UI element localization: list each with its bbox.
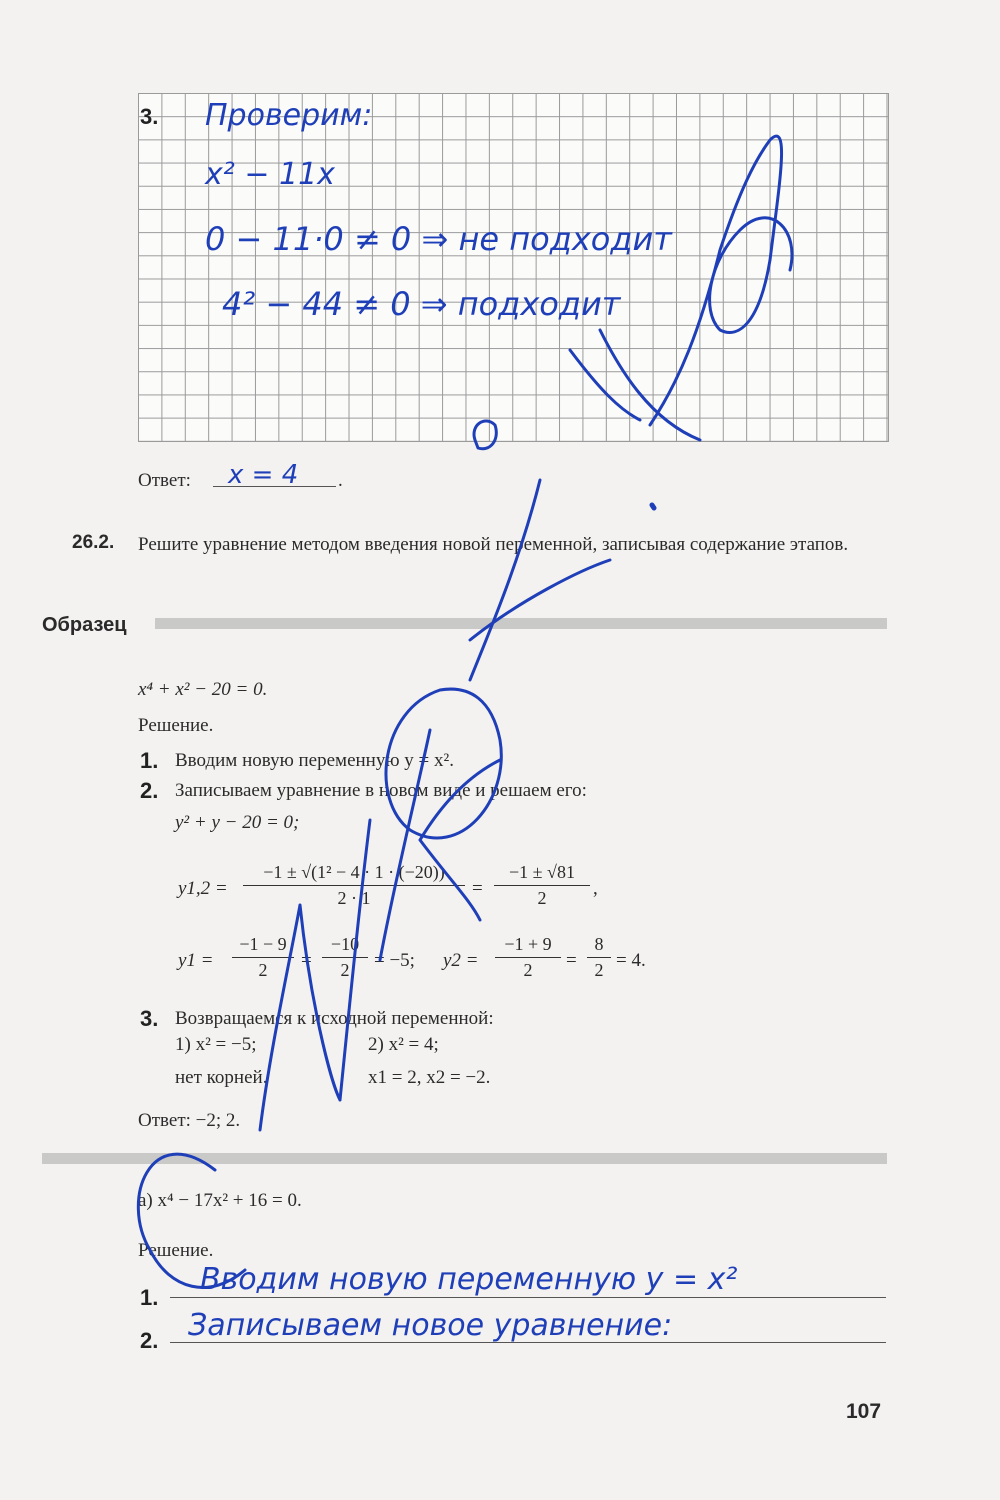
sample-equation: x⁴ + x² − 20 = 0. bbox=[138, 679, 268, 700]
part-a-step-2-number: 2. bbox=[140, 1328, 159, 1353]
y12-lhs: y1,2 = bbox=[178, 878, 228, 899]
y2-fraction-2-numerator: 8 bbox=[594, 934, 604, 954]
y2-fraction-2-denominator: 2 bbox=[594, 960, 604, 980]
y2-fraction-2 bbox=[587, 934, 611, 981]
handwritten-check-title: Проверим: bbox=[205, 98, 373, 133]
y12-fraction-2-denominator: 2 bbox=[537, 888, 547, 908]
y12-fraction-2 bbox=[494, 862, 590, 909]
y12-fraction-2-numerator: −1 ± √81 bbox=[509, 862, 575, 882]
handwritten-answer: x = 4 bbox=[228, 460, 299, 490]
page-number: 107 bbox=[846, 1400, 882, 1423]
y12-equals: = bbox=[472, 878, 483, 899]
y1-lhs: y1 = bbox=[178, 950, 214, 971]
y1-fraction-1 bbox=[232, 934, 294, 981]
sample-title: Образец bbox=[42, 614, 127, 636]
y2-fraction-1-numerator: −1 + 9 bbox=[504, 934, 552, 954]
part-a-step-1-number: 1. bbox=[140, 1285, 159, 1310]
y1-fraction-2 bbox=[322, 934, 368, 981]
grid-answer-area bbox=[138, 93, 889, 442]
y12-fraction-1-denominator: 2 · 1 bbox=[337, 888, 371, 908]
y2-lhs: y2 = bbox=[443, 950, 479, 971]
part-a-equation: а) x⁴ − 17x² + 16 = 0. bbox=[138, 1190, 302, 1211]
y2-fraction-1 bbox=[495, 934, 561, 981]
answer-end: . bbox=[338, 470, 343, 491]
y2-result: = 4. bbox=[616, 950, 646, 971]
y1-result: = −5; bbox=[374, 950, 415, 971]
sample-new-equation: y² + y − 20 = 0; bbox=[175, 812, 300, 833]
overlay-stroke-1 bbox=[470, 480, 540, 680]
part-a-step-2-handwriting: Записываем новое уравнение: bbox=[188, 1308, 673, 1343]
y1-fraction-2-numerator: −10 bbox=[330, 934, 360, 954]
exercise-3-number: 3. bbox=[140, 104, 159, 129]
part-a-step-1-handwriting: Вводим новую переменную y = x² bbox=[200, 1262, 738, 1297]
y1-fraction-1-denominator: 2 bbox=[258, 960, 268, 980]
y2-equals: = bbox=[566, 950, 577, 971]
handwritten-check-line-2: 4² − 44 ≠ 0 ⇒ подходит bbox=[222, 285, 621, 323]
y12-comma: , bbox=[593, 878, 598, 899]
sample-step-2-text: Записываем уравнение в новом виде и решаем его: bbox=[175, 780, 587, 801]
y1-equals: = bbox=[301, 950, 312, 971]
case-1-result: нет корней. bbox=[175, 1067, 268, 1088]
sample-solution-label: Решение. bbox=[138, 715, 214, 736]
y2-fraction-1-denominator: 2 bbox=[523, 960, 533, 980]
handwritten-expression: x² − 11x bbox=[205, 157, 335, 192]
sample-divider bbox=[155, 618, 887, 629]
case-2-result: x1 = 2, x2 = −2. bbox=[368, 1067, 491, 1088]
handwritten-check-line-1: 0 − 11·0 ≠ 0 ⇒ не подходит bbox=[205, 220, 672, 258]
sample-step-2-number: 2. bbox=[140, 778, 159, 803]
task-statement: Решите уравнение методом введения новой переменной, записывая содержание этапов. bbox=[138, 534, 849, 555]
overlay-dot bbox=[652, 505, 654, 508]
y1-fraction-1-numerator: −1 − 9 bbox=[239, 934, 287, 954]
case-2: 2) x² = 4; bbox=[368, 1034, 439, 1055]
case-1: 1) x² = −5; bbox=[175, 1034, 257, 1055]
sample-answer: Ответ: −2; 2. bbox=[138, 1110, 241, 1131]
sample-step-1-number: 1. bbox=[140, 748, 159, 773]
y1-fraction-2-denominator: 2 bbox=[340, 960, 350, 980]
y12-fraction-1 bbox=[243, 862, 465, 909]
part-a-step-1-line bbox=[170, 1297, 886, 1298]
sample-step-3-number: 3. bbox=[140, 1006, 159, 1031]
answer-label: Ответ: bbox=[138, 470, 191, 491]
section-divider bbox=[42, 1153, 887, 1164]
part-a-solution-label: Решение. bbox=[138, 1240, 214, 1261]
task-number: 26.2. bbox=[72, 532, 115, 553]
sample-step-1-text: Вводим новую переменную y = x². bbox=[175, 750, 454, 771]
y12-fraction-1-numerator: −1 ± √(1² − 4 · 1 · (−20)) bbox=[263, 862, 445, 882]
sample-step-3-text: Возвращаемся к исходной переменной: bbox=[175, 1008, 494, 1029]
